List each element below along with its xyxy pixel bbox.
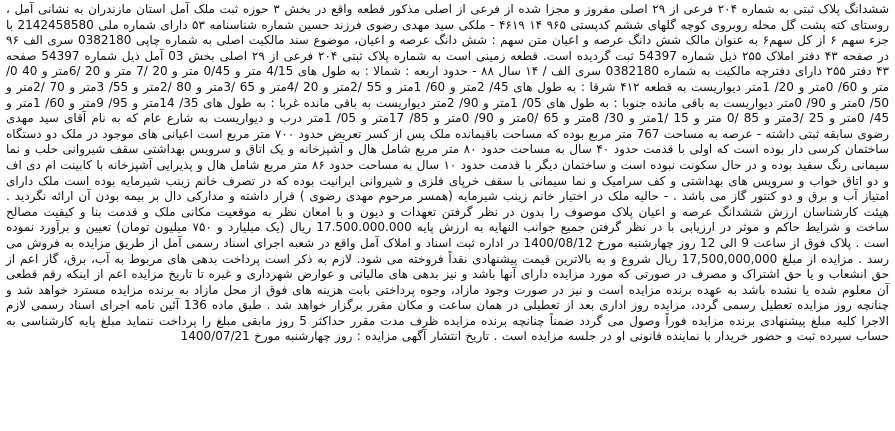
notice-body-text: ششدانگ پلاک ثبتی به شماره ۲۰۴ فرعی از ۲۹ اصلی مفروز و مجزا شده از فرعی از اصلی مذکور قطعه واقع در بخش ۳ حوزه ثبت ملک آمل استان مازندران به نشانی آمل ، روستای کته پشت گل محله روبروی کوچه گلهای ششم کدپستی ۹۶۵ ۱۴ ۴۶۱۹ - ملکی سید مهدی رضوی فرزند حسین شماره شناسنامه ۵۳ دارای شماره ملی 2142458580 با جزء سهم ۶ از کل سهم۶ به عنوان مالک شش دانگ عرصه و اعیان متن سهم : شش دانگ عرصه و اعیان، موضوع سند مالکیت اصلی به شماره چاپی 0382180 سری الف ۹۶ در صفحه ۴۳ دفتر املاک ۲۵۵ ذیل شماره 54397 ثبت گردیده است. قطعه زمینی است به شماره پلاک ثبتی ۲۰۴ فرعی از ۲۹ اصلی بخش 03 آمل ذیل شماره 54397 صفحه ۴۳ دفتر ۲۵۵ دارای دفترچه مالکیت به شماره 0382180 سری الف / ۱۴ سال ۸۸ - حدود اربعه : شمالا : به طول های 4/15 متر و 0/45 متر و 20 /7 متر و 20 /6متر و 40 0/متر و 60/ 0متر و 20/ 1متر دیواریست به قطعه ۴۱۲ شرقا : به طول های 45/ 2متر و 60/ 1متر و 55 /2متر و 20 /4متر و 65 /3متر و 80 /2متر و 55/ 3متر و 70 /2متر و 50/ 0متر و 90/ 0متر دیواریست به باقی مانده جنوبا : به طول های 05/ 1متر و 90/ 2متر دیواریست به باقی مانده غربا : به طول های 35/ 14متر و 95/ 9متر و 60/ 1متر و 45/ 0متر و 25 /3متر و 85 /0 متر و 15 /1متر و 30/ 8متر و 65 /0متر و 90/ 0متر و 85/ 17متر و 05/ 1متر درب و دیواریست به شارع عام که به نام آقای سید مهدی رضوی سابقه ثبتی داشته - عرصه به مساحت 767 متر مربع بوده که مساحت باقیمانده ملک پس از کسر تعریض حدود ۷۰۰ متر مربع است اعیانی های موجود در ملک دو دستگاه ساختمان کرسی دار بوده است که اولی با قدمت حدود ۴۰ سال به مساحت حدود ۸۰ متر مربع شامل هال و آشپزخانه و یک اتاق و سرویس بهداشتی سقف شیروانی حلب و نما سیمانی رنگ سفید بوده و در حال سکونت نبوده است و ساختمان دیگر با قدمت حدود ۱۰ سال به مساحت حدود ۸۶ متر مربع شامل هال و پذیرایی آشپزخانه با کابینت ام دی اف و دو اتاق خواب و سرویس های بهداشتی و کف سرامیک و نما سیمانی با سقف خرپای فلزی و شیروانی ایرانیت بوده که در تصرف خانم زینب شیرمایه بوده است ملک دارای امتیاز آب و برق و دو کنتور گاز می باشد . - حالیه ملک در اختیار خانم زینب شیرمایه (همسر مرحوم مهدی رضوی ) قرار داشته و مدارکی دال بر بیمه بودن آن ارائه نگردید . هیئت کارشناسان ارزش ششدانگ عرصه و اعیان پلاک موصوف را بدون در نظر گرفتن تعهدات و دیون و با امعان نظر به موقعیت مکانی ملک و قدمت بنا و کیفیت مصالح ساخت و شرایط حاکم و موثر در ارزیابی با در نظر گرفتن جمیع جوانب النهایه به ارزش پایه 17.500.000.000 ریال (یک میلیارد و ۷۵۰ میلیون تومان) تعیین و برآورد نموده است . پلاک فوق از ساعت 9 الی 12 روز چهارشنبه مورخ 1400/08/12 در اداره ثبت اسناد و املاک آمل واقع در شعبه اجرای اسناد رسمی آمل از طریق مزایده به فروش می رسد . مزایده از مبلغ 17,500,000,000 ریال شروع و به بالاترین قیمت پیشنهادی نقداً فروخته می شود. لازم به ذکر است پرداخت بدهی های مربوط به آب، برق، گاز اعم از حق انشعاب و یا حق اشتراک و مصرف در صورتی که مورد مزایده دارای آنها باشد و نیز بدهی های مالیاتی و عوارض شهرداری و غیره تا تاریخ مزایده اعم از اینکه رقم قطعی آن معلوم شده یا نشده باشد به عهده برنده مزایده است و نیز در صورت وجود مازاد، وجوه پرداختی بابت هزینه های فوق از محل مازاد به برنده مزایده مسترد خواهد شد و چنانچه روز مزایده تعطیل رسمی گردد، مزایده روز اداری بعد از تعطیلی در همان ساعت و مکان مقرر برگزار خواهد شد . طبق ماده 136 آئین نامه اجرای اسناد رسمی لازم الاجرا کلیه مبلغ پیشنهادی برنده مزایده فوراً وصول می گردد ضمناً چنانچه برنده مزایده ظرف مدت مقرر حداکثر 5 روز مابقی مبلغ را پرداخت ننماید مبلغ پایه کارشناسی به حساب سپرده ثبت و حضور خریدار با نماینده قانونی او در جلسه مزایده است . تاریخ انتشار آگهی مزایده : روز چهارشنبه مورخ 1400/07/21	[6, 2, 890, 344]
